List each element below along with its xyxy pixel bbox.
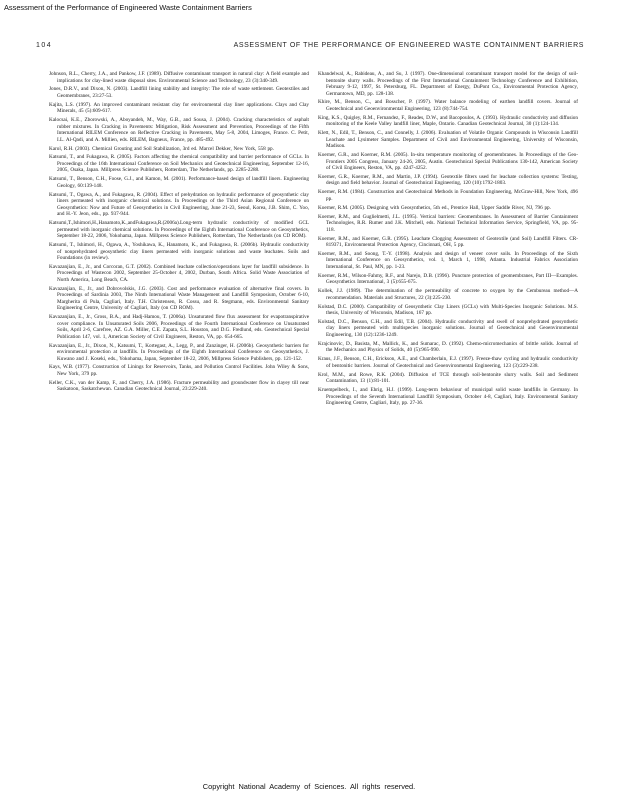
reference-entry: Jones, D.R.V., and Dixon, N. (2003). Landfill lining stability and integrity: The role of waste settlement. Geotextiles and Geomembranes, 23:27-53.: [49, 86, 309, 99]
reference-entry: Kavazanjian, E., Jr., and Corcoran, G.T. (2002). Combined leachate collection/operations layer for landfill subsidence. In Proceedings of Wastecon 2002, September 25-October 4, 2002, Durban, South Africa. Solid Waste Association of North America, Long Beach, CA.: [49, 263, 309, 283]
reference-entry: Kays, W.B. (1977). Construction of Linings for Reservoirs, Tanks, and Pollution Control Facilities. John Wiley & Sons, New York, 379 pp.: [49, 364, 309, 377]
reference-entry: Krol, M.M., and Rowe, R.K. (2004). Diffusion of TCE through soil-bentonite slurry walls. Soil and Sediment Contamination, 13 (1):81-101.: [318, 371, 578, 385]
reference-entry: Johnson, R.L., Cherry, J.A., and Pankow, J.F. (1989). Diffusive contaminant transport in natural clay: A field example and implications for clay-lined waste disposal sites. Environmental Science and Technology, 23 (3):340-349.: [49, 71, 309, 84]
reference-entry: Koerner, R.M., and Koerner, G.R. (1995). Leachate Clogging Assessment of Geotextile (and Soil) Landfill Filters. CR-819371, Environmental Protection Agency, Cincinnati, OH, 5 pp.: [318, 235, 578, 249]
page-number: 104: [36, 42, 53, 49]
reference-entry: Krajcinovic, D., Basista, M., Mallick, K., and Sumarac, D. (1992). Chemo-micromechanics of brittle solids. Journal of the Mechanics and Physics of Solids, 40 (5):965-990.: [318, 340, 578, 354]
reference-entry: Katsumi, T., and Fukagawa, R. (2005). Factors affecting the chemical compatibility and barrier performance of GCLs. In Proceedings of the 16th International Conference on Soil Mechanics and Geotechnical Engineering, September 12-16, 2005, Osaka, Japan. Millpress Science Publishers, Rotterdam, The Netherlands, pp. 2285-2288.: [49, 154, 309, 174]
reference-entry: Klett, N., Edil, T., Benson, C., and Connelly, J. (2006). Evaluation of Volatile Organic Compounds in Wisconsin Landfill Leachate and Lysimeter Samples. Department of Civil and Environmental Engineering, University of Wisconsin, Madison.: [318, 130, 578, 150]
reference-entry: Katsumi, T., Ogawa, A., and Fukagawa, R. (2004). Effect of prehydration on hydraulic performance of geosynthetic clay liners permeated with inorganic chemical solutions. In Proceedings of the Third Asian Regional Conference on Geosynthetics: Now and Future of Geosynthetics in Civil Engineering, June 21-23, Seoul, Korea, J.B. Shim, C. Yoo, and H.-Y. Jeon, eds., pp. 937-944.: [49, 191, 309, 218]
copyright-footer: Copyright National Academy of Sciences. All rights reserved.: [202, 782, 416, 791]
reference-entry: Koerner, R.M., Wilson-Fahmy, R.F., and Narejo, D.B. (1996). Puncture protection of geomembranes, Part III—Examples. Geosynthetics International, 3 (5):655-675.: [318, 272, 578, 286]
reference-entry: Koerner, R.M., and Guglielmetti, J.L. (1995). Vertical barriers: Geomembranes. In Assessment of Barrier Containment Technologies, R.R. Rumer and J.K. Mitchell, eds. National Technical Information Service, Springfield, VA, pp. 95-118.: [318, 213, 578, 233]
reference-entry: Kolstad, D.C. (2000). Compatibility of Geosynthetic Clay Liners (GCLs) with Multi-Species Inorganic Solutions. M.S. thesis, University of Wisconsin, Madison, 167 pp.: [318, 303, 578, 317]
references-left-column: [49, 71, 309, 395]
reference-entry: Kajita, L.S. (1997). An improved contaminant resistant clay for environmental clay liner applications. Clays and Clay Minerals, 45 (5):609-617.: [49, 101, 309, 115]
reference-entry: Kavazanjian, E., Jr., Dixon, N., Katsumi, T., Kortegast, A., Legg, P., and Zanzinger, H. (2006b). Geosynthetic barriers for environmental protection at landfills. In Proceedings of the Eighth International Conference on Geosynthetics, J. Kuwano and J. Koseki, eds., Yokohama, Japan, September 18-22, 2006, Millpress Science Publishers, pp. 121-152.: [49, 342, 309, 362]
document-header: Assessment of the Performance of Engineered Waste Containment Barriers: [4, 3, 252, 12]
reference-entry: Kollek, J.J. (1989). The determination of the permeability of concrete to oxygen by the Cembureau method—A recommendation. Materials and Structures, 22 (3):225-230.: [318, 288, 578, 301]
running-title: ASSESSMENT OF THE PERFORMANCE OF ENGINEERED WASTE CONTAINMENT BARRIERS: [233, 42, 584, 49]
reference-entry: Kalocsai, K.E., Zborowski, A., Aboyandeh, M., Way, G.B., and Sousa, J. (2004). Cracking characteristics of asphalt rubber mixtures. In Cracking in Pavements: Mitigation, Risk Assessment and Prevention, Proceedings of the Fifth International RILEM Conference on Reflective Cracking in Pavements, May 5-8, 2004, Limoges, France. C. Petit, I.L. Al-Qadi, and A. Millien, eds. RILEM, Bagneux, France, pp. 485-492.: [49, 117, 309, 143]
references-right-column: [318, 71, 578, 409]
reference-entry: Khandelwal, A., Rabideau, A., and Su, J. (1997). One-dimensional contaminant transport model for the design of soil-bentonite slurry walls. Proceedings of the First International Containment Technology Conference and Exhibition, February 9-12, 1997, St. Petersburg, FL. Department of Energy, DuPont Co., Environmental Protection Agency, Germantown, MD, pp. 128-138.: [318, 71, 578, 97]
reference-entry: Koerner, R.M., and Soong, T.-Y. (1998). Analysis and design of veneer cover soils. In Proceedings of the Sixth International Conference on Geosynthetics, vol. 1, March 1, 1998, Atlanta. Industrial Fabrics Association International, St. Paul, MN, pp. 1-23.: [318, 250, 578, 270]
reference-entry: Katsumi, T., Ishimori, H., Ogawa, A., Yoshikawa, K., Hanamoto, K., and Fukagawa, R. (2006b). Hydraulic conductivity of nonprehydrated geosynthetic clay liners permeated with inorganic solutions and waste leachates. Soils and Foundations (in review).: [49, 242, 309, 262]
reference-entry: Keller, C.K., van der Kamp, F., and Cherry, J.A. (1986). Fracture permeability and groundwater flow in clayey till near Saskatoon, Saskatchewan. Canadian Geotechnical Journal, 23:229-240.: [49, 379, 309, 393]
reference-entry: Katsumi,T.,Ishimori,H.,Hanamoto,K.,andFukagawa,R.(2006a).Long-term hydraulic conductivity of modified GCL permeated with inorganic chemical solutions. In Proceedings of the Eighth International Conference on Geosynthetics, September 18-22, 2006, Yokohama, Japan. Millpress Science Publishers, Rotterdam, The Netherlands (on CD ROM).: [49, 220, 309, 240]
reference-entry: Katsumi, T., Benson, C.H., Foose, G.J., and Kamon, M. (2001). Performance-based design of landfill liners. Engineering Geology, 60:139-148.: [49, 176, 309, 189]
reference-entry: Koerner, G.R., Koerner, R.M., and Martin, J.P. (1994). Geotextile filters used for leachate collection systems: Testing, design and field behavior. Journal of Geotechnical Engineering, 120 (10):1792-1803.: [318, 173, 578, 187]
reference-entry: Kolstad, D.C., Benson, C.H., and Edil, T.B. (2004). Hydraulic conductivity and swell of nonprehydrated geosynthetic clay liners permeated with multispecies inorganic solutions. Journal of Geotechnical and Geoenvironmental Engineering, 130 (12):1236-1249.: [318, 318, 578, 338]
reference-entry: Koerner, R.M. (1984). Construction and Geotechnical Methods in Foundation Engineering, McGraw-Hill, New York, 496 pp.: [318, 189, 578, 202]
reference-entry: Koerner, R.M. (2005). Designing with Geosynthetics, 5th ed., Prentice Hall, Upper Saddle River, NJ, 796 pp.: [318, 204, 551, 211]
reference-entry: Karol, R.H. (2003). Chemical Grouting and Soil Stabilization, 3rd ed. Marcel Dekker, New York, 558 pp.: [49, 145, 274, 152]
running-head: [36, 42, 584, 52]
reference-entry: Kavazanjian, E., Jr., Gross, B.A., and Hadj-Hamou, T. (2006a). Unsaturated flow flux assessment for evapotranspirative cover compliance. In Unsaturated Soils 2006, Proceedings of the Fourth International Conference on Unsaturated Soils, April 2-6, Carefree, AZ. G.A. Miller, C.E. Zapata, S.L. Houston, and D.G. Fredlund, eds. Geotechnical Special Publication 147, vol. 1, American Society of Civil Engineers, Reston, VA, pp. 654-665.: [49, 314, 309, 340]
reference-entry: Khire, M., Benson, C., and Bosscher, P. (1997). Water balance modeling of earthen landfill covers. Journal of Geotechnical and Geoenvironmental Engineering, 123 (8):744-754.: [318, 99, 578, 112]
reference-entry: King, K.S., Quigley, R.M., Fernandez, F., Reades, D.W., and Bacopoulos, A. (1993). Hydraulic conductivity and diffusion monitoring of the Keele Valley landfill liner, Maple, Ontario. Canadian Geotechnical Journal, 30 (1):124-134.: [318, 114, 578, 128]
reference-entry: Kavazanjian, E., Jr., and Dobrovolskis, J.G. (2003). Cost and performance evaluation of alternative final covers. In Proceedings of Sardinia 2003, The Ninth International Waste Management and Landfill Symposium, October 6-10, Margherita di Pula, Cagliari, Italy. T.H. Christensen, R. Cossu, and R. Stegmann, eds. Environmental Sanitary Engineering Centre, University of Cagliari, Italy (on CD ROM).: [49, 285, 309, 312]
reference-entry: Kraus, J.F., Benson, C.H., Erickson, A.E., and Chamberlain, E.J. (1997). Freeze-thaw cycling and hydraulic conductivity of bentonitic barriers. Journal of Geotechnical and Geoenvironmental Engineering, 123 (3):229-238.: [318, 356, 578, 369]
reference-entry: Koerner, G.R., and Koerner, R.M. (2005). In-situ temperature monitoring of geomembranes. In Proceedings of the Geo-Frontiers 2005 Congress, January 24-26, 2005, Austin. Geotechnical Special Publications 130-142, American Society of Civil Engineers, Reston, VA, pp. 4247-4252.: [318, 152, 578, 172]
reference-entry: Kruempelbeck, I., and Ehrig, H.J. (1999). Long-term behaviour of municipal solid waste landfills in Germany. In Proceedings of the Seventh International Landfill Symposium, October 4-8, Cagliari, Italy. Environmental Sanitary Engineering Centre, Cagliari, Italy, pp. 27-36.: [318, 387, 578, 407]
